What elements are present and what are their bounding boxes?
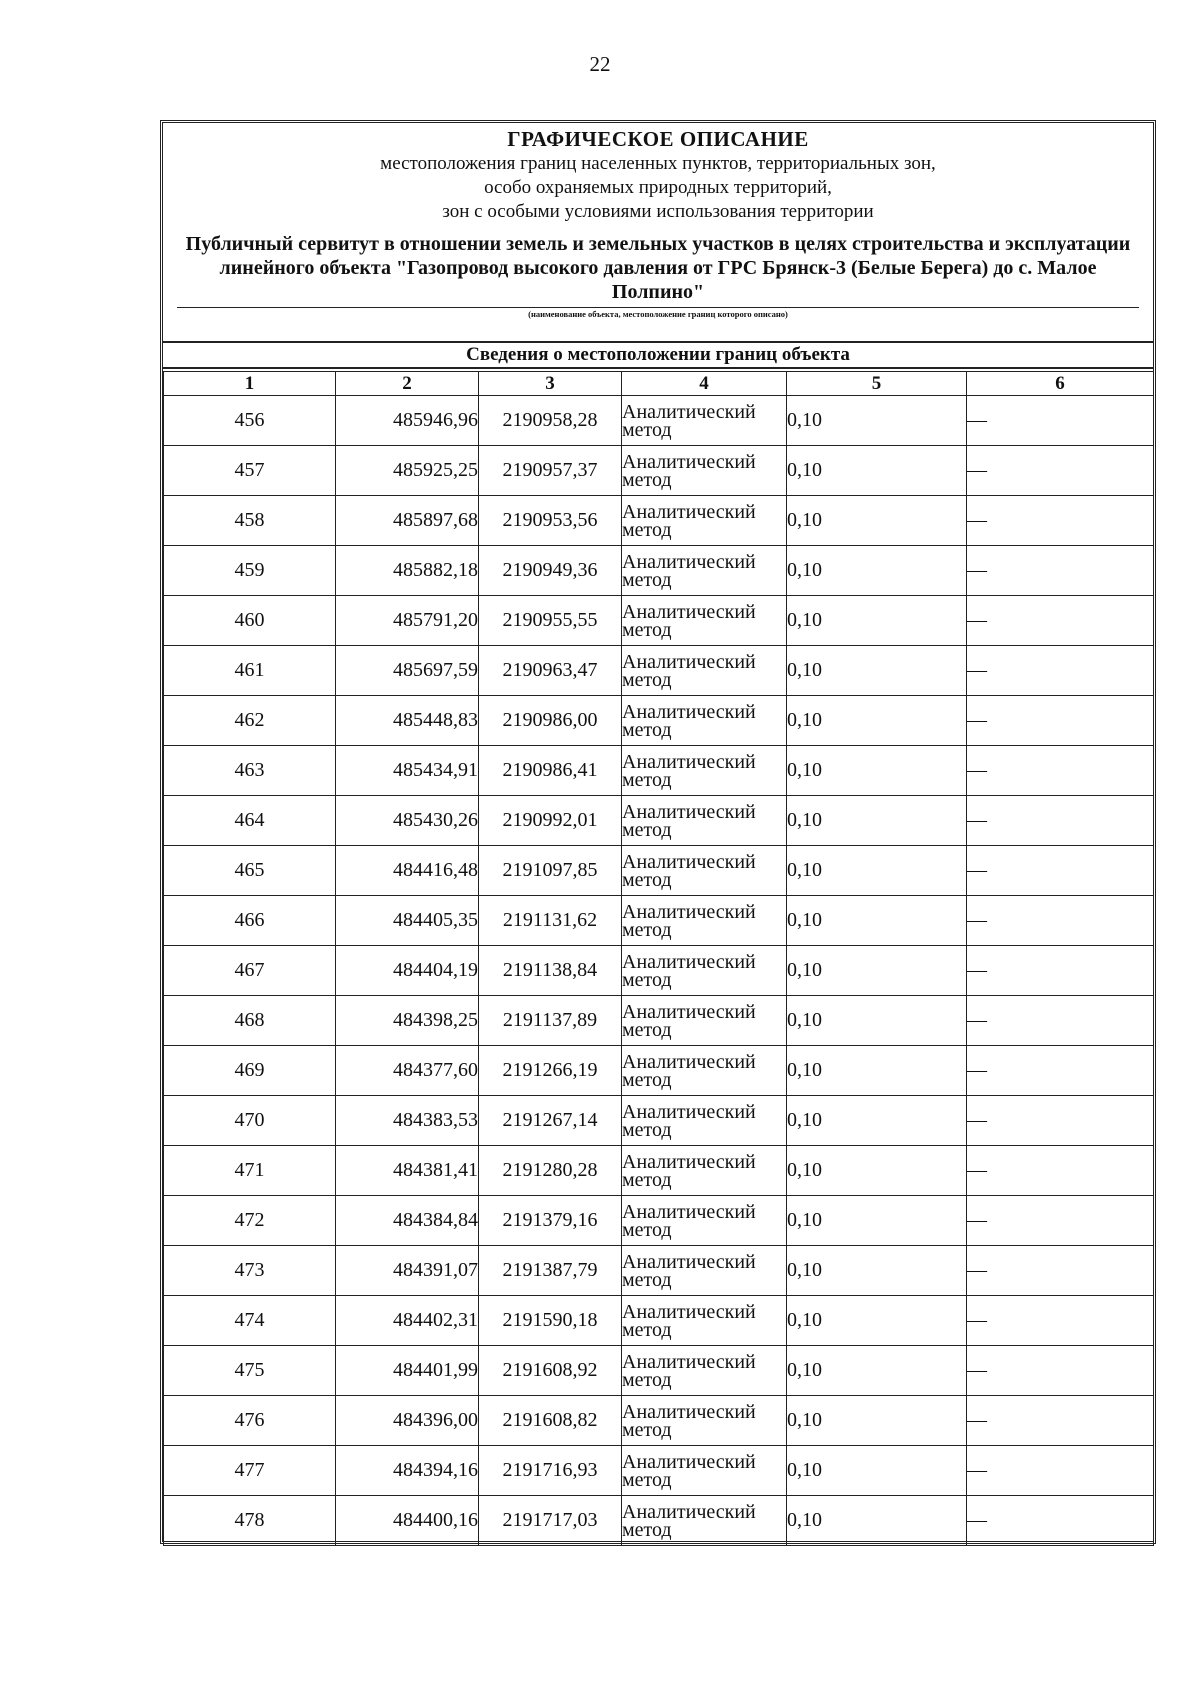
determination-method: Аналитический метод: [622, 696, 787, 746]
determination-method: Аналитический метод: [622, 846, 787, 896]
coordinate-x: 485697,59: [336, 646, 479, 696]
determination-method: Аналитический метод: [622, 746, 787, 796]
determination-method: Аналитический метод: [622, 1196, 787, 1246]
column-header: 2: [336, 372, 479, 396]
accuracy-value: 0,10: [787, 1346, 967, 1396]
table-row: [164, 1046, 1154, 1096]
coordinate-x: 484405,35: [336, 896, 479, 946]
point-description: —: [967, 1346, 1154, 1396]
determination-method: Аналитический метод: [622, 496, 787, 546]
column-header: 1: [164, 372, 336, 396]
accuracy-value: 0,10: [787, 996, 967, 1046]
coordinate-y: 2191608,82: [479, 1396, 622, 1446]
point-number: 465: [164, 846, 336, 896]
table-row: [164, 996, 1154, 1046]
coordinate-x: 484402,31: [336, 1296, 479, 1346]
table-row: [164, 1346, 1154, 1396]
accuracy-value: 0,10: [787, 1396, 967, 1446]
accuracy-value: 0,10: [787, 796, 967, 846]
accuracy-value: 0,10: [787, 596, 967, 646]
object-name: Публичный сервитут в отношении земель и земельных участков в целях строительства и эксплуатации линейного объекта "Газопровод высокого давления от ГРС Брянск-3 (Белые Берега) до с. Малое Полпино": [185, 233, 1131, 303]
coordinate-x: 484377,60: [336, 1046, 479, 1096]
page-number: 22: [589, 52, 611, 76]
subtitle-line-2: особо охраняемых природных территорий,: [484, 177, 832, 198]
point-description: —: [967, 1496, 1154, 1546]
point-number: 469: [164, 1046, 336, 1096]
point-number: 468: [164, 996, 336, 1046]
table-row: [164, 1396, 1154, 1446]
point-number: 464: [164, 796, 336, 846]
coordinate-x: 485791,20: [336, 596, 479, 646]
determination-method: Аналитический метод: [622, 896, 787, 946]
point-description: —: [967, 1196, 1154, 1246]
coordinate-x: 484396,00: [336, 1396, 479, 1446]
table-row: [164, 1446, 1154, 1496]
table-row: [164, 546, 1154, 596]
coordinate-x: 484398,25: [336, 996, 479, 1046]
point-description: —: [967, 596, 1154, 646]
coordinate-y: 2191131,62: [479, 896, 622, 946]
coordinate-y: 2191137,89: [479, 996, 622, 1046]
accuracy-value: 0,10: [787, 1296, 967, 1346]
point-description: —: [967, 746, 1154, 796]
header-box: [163, 123, 1153, 341]
determination-method: Аналитический метод: [622, 1046, 787, 1096]
determination-method: Аналитический метод: [622, 446, 787, 496]
coordinate-x: 484383,53: [336, 1096, 479, 1146]
coordinate-x: 484381,41: [336, 1146, 479, 1196]
accuracy-value: 0,10: [787, 396, 967, 446]
table-row: [164, 946, 1154, 996]
coordinate-x: 485430,26: [336, 796, 479, 846]
coordinate-x: 484404,19: [336, 946, 479, 996]
coordinate-y: 2190963,47: [479, 646, 622, 696]
point-description: —: [967, 1296, 1154, 1346]
point-description: —: [967, 496, 1154, 546]
point-number: 472: [164, 1196, 336, 1246]
column-header: 5: [787, 372, 967, 396]
coordinate-x: 485946,96: [336, 396, 479, 446]
point-number: 463: [164, 746, 336, 796]
point-number: 460: [164, 596, 336, 646]
coordinate-x: 485925,25: [336, 446, 479, 496]
document-title: ГРАФИЧЕСКОЕ ОПИСАНИЕ: [507, 127, 809, 151]
point-number: 471: [164, 1146, 336, 1196]
point-number: 462: [164, 696, 336, 746]
table-row: [164, 796, 1154, 846]
determination-method: Аналитический метод: [622, 396, 787, 446]
determination-method: Аналитический метод: [622, 796, 787, 846]
table-row: [164, 1296, 1154, 1346]
point-number: 474: [164, 1296, 336, 1346]
section-title: Сведения о местоположении границ объекта: [163, 341, 1153, 369]
point-number: 473: [164, 1246, 336, 1296]
subtitle-line-1: местоположения границ населенных пунктов, территориальных зон,: [380, 153, 936, 174]
coordinate-y: 2191379,16: [479, 1196, 622, 1246]
coordinate-x: 485897,68: [336, 496, 479, 546]
accuracy-value: 0,10: [787, 1096, 967, 1146]
accuracy-value: 0,10: [787, 946, 967, 996]
determination-method: Аналитический метод: [622, 1496, 787, 1546]
point-description: —: [967, 1096, 1154, 1146]
coordinate-y: 2190957,37: [479, 446, 622, 496]
point-description: —: [967, 846, 1154, 896]
accuracy-value: 0,10: [787, 696, 967, 746]
table-row: [164, 1096, 1154, 1146]
point-number: 456: [164, 396, 336, 446]
coordinate-y: 2191138,84: [479, 946, 622, 996]
accuracy-value: 0,10: [787, 546, 967, 596]
determination-method: Аналитический метод: [622, 946, 787, 996]
determination-method: Аналитический метод: [622, 1346, 787, 1396]
point-description: —: [967, 896, 1154, 946]
coordinate-x: 484401,99: [336, 1346, 479, 1396]
coordinate-y: 2191716,93: [479, 1446, 622, 1496]
coordinate-x: 484416,48: [336, 846, 479, 896]
accuracy-value: 0,10: [787, 1246, 967, 1296]
table-row: [164, 746, 1154, 796]
coordinate-y: 2191387,79: [479, 1246, 622, 1296]
coordinate-x: 484400,16: [336, 1496, 479, 1546]
accuracy-value: 0,10: [787, 1046, 967, 1096]
accuracy-value: 0,10: [787, 1196, 967, 1246]
point-number: 457: [164, 446, 336, 496]
point-description: —: [967, 1246, 1154, 1296]
point-number: 466: [164, 896, 336, 946]
point-description: —: [967, 696, 1154, 746]
table-row: [164, 1246, 1154, 1296]
column-header: 4: [622, 372, 787, 396]
coordinate-y: 2190986,41: [479, 746, 622, 796]
accuracy-value: 0,10: [787, 446, 967, 496]
subtitle-line-3: зон с особыми условиями использования территории: [442, 201, 874, 222]
coordinates-table: [163, 371, 1154, 1546]
coordinate-y: 2191280,28: [479, 1146, 622, 1196]
point-description: —: [967, 1446, 1154, 1496]
coordinate-y: 2191717,03: [479, 1496, 622, 1546]
determination-method: Аналитический метод: [622, 1396, 787, 1446]
coordinate-y: 2191266,19: [479, 1046, 622, 1096]
table-row: [164, 1196, 1154, 1246]
coordinate-x: 485882,18: [336, 546, 479, 596]
point-number: 458: [164, 496, 336, 546]
table-row: [164, 496, 1154, 546]
point-number: 467: [164, 946, 336, 996]
accuracy-value: 0,10: [787, 496, 967, 546]
table-row: [164, 396, 1154, 446]
determination-method: Аналитический метод: [622, 1246, 787, 1296]
point-description: —: [967, 446, 1154, 496]
coordinate-x: 484384,84: [336, 1196, 479, 1246]
determination-method: Аналитический метод: [622, 1446, 787, 1496]
accuracy-value: 0,10: [787, 646, 967, 696]
table-row: [164, 696, 1154, 746]
point-description: —: [967, 796, 1154, 846]
coordinate-y: 2190986,00: [479, 696, 622, 746]
point-number: 478: [164, 1496, 336, 1546]
point-description: —: [967, 396, 1154, 446]
determination-method: Аналитический метод: [622, 996, 787, 1046]
coordinate-x: 485434,91: [336, 746, 479, 796]
accuracy-value: 0,10: [787, 896, 967, 946]
accuracy-value: 0,10: [787, 1446, 967, 1496]
determination-method: Аналитический метод: [622, 646, 787, 696]
accuracy-value: 0,10: [787, 1146, 967, 1196]
coordinate-y: 2190955,55: [479, 596, 622, 646]
point-number: 470: [164, 1096, 336, 1146]
coordinate-y: 2190958,28: [479, 396, 622, 446]
determination-method: Аналитический метод: [622, 1096, 787, 1146]
table-header-row: [164, 372, 1154, 396]
coordinate-x: 485448,83: [336, 696, 479, 746]
table-row: [164, 1496, 1154, 1546]
table-row: [164, 846, 1154, 896]
point-number: 475: [164, 1346, 336, 1396]
coordinate-y: 2191608,92: [479, 1346, 622, 1396]
table-row: [164, 896, 1154, 946]
accuracy-value: 0,10: [787, 1496, 967, 1546]
accuracy-value: 0,10: [787, 846, 967, 896]
determination-method: Аналитический метод: [622, 1146, 787, 1196]
point-description: —: [967, 1046, 1154, 1096]
coordinate-x: 484394,16: [336, 1446, 479, 1496]
object-name-caption: (наименование объекта, местоположение границ которого описано): [528, 309, 788, 319]
coordinate-y: 2191267,14: [479, 1096, 622, 1146]
table-row: [164, 1146, 1154, 1196]
point-description: —: [967, 996, 1154, 1046]
point-description: —: [967, 946, 1154, 996]
table-row: [164, 446, 1154, 496]
column-header: 6: [967, 372, 1154, 396]
point-number: 459: [164, 546, 336, 596]
table-body: [164, 396, 1154, 1546]
determination-method: Аналитический метод: [622, 1296, 787, 1346]
point-description: —: [967, 546, 1154, 596]
point-number: 477: [164, 1446, 336, 1496]
coordinate-y: 2191097,85: [479, 846, 622, 896]
accuracy-value: 0,10: [787, 746, 967, 796]
coordinate-y: 2190992,01: [479, 796, 622, 846]
point-description: —: [967, 1396, 1154, 1446]
point-description: —: [967, 1146, 1154, 1196]
column-header: 3: [479, 372, 622, 396]
coordinate-y: 2191590,18: [479, 1296, 622, 1346]
table-row: [164, 646, 1154, 696]
document-frame: [160, 120, 1156, 1544]
coordinate-y: 2190953,56: [479, 496, 622, 546]
coordinate-x: 484391,07: [336, 1246, 479, 1296]
point-description: —: [967, 646, 1154, 696]
determination-method: Аналитический метод: [622, 546, 787, 596]
table-row: [164, 596, 1154, 646]
determination-method: Аналитический метод: [622, 596, 787, 646]
point-number: 476: [164, 1396, 336, 1446]
coordinate-y: 2190949,36: [479, 546, 622, 596]
point-number: 461: [164, 646, 336, 696]
